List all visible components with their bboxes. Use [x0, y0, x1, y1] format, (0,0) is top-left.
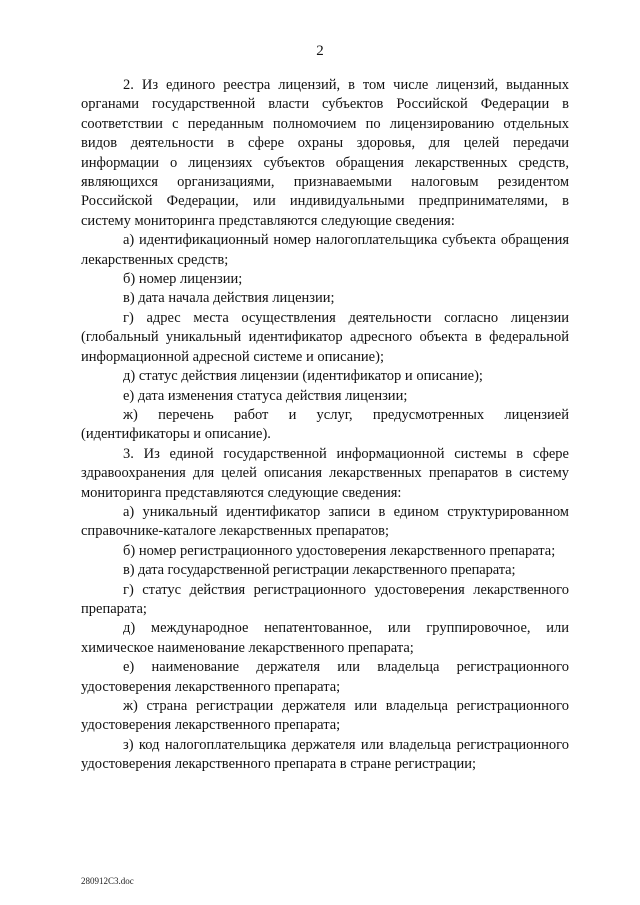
list-item-a: а) идентификационный номер налогоплательщика субъекта обращения лекарственных средств;	[81, 232, 569, 268]
page-number: 2	[316, 43, 324, 59]
list-item-e: е) дата изменения статуса действия лицензии;	[123, 387, 408, 404]
list-item-b: б) номер лицензии;	[123, 271, 243, 288]
list-item-zh: ж) страна регистрации держателя или владельца регистрационного удостоверения лекарственного препарата;	[81, 698, 569, 734]
list-item-d: д) международное непатентованное, или группировочное, или химическое наименование лекарственного препарата;	[81, 620, 569, 656]
list-item-b: б) номер регистрационного удостоверения лекарственного препарата;	[123, 542, 556, 559]
list-item-v: в) дата начала действия лицензии;	[123, 290, 335, 307]
list-item-d: д) статус действия лицензии (идентификатор и описание);	[123, 368, 483, 385]
paragraph-section-2: 2. Из единого реестра лицензий, в том числе лицензий, выданных органами государственной власти субъектов Российской Федерации в соответствии с переданным полномочием по лицензированию отдельных видов деятельности в сфере охраны здоровья, для целей передачи информации о лицензиях субъектов обращения лекарственных средств, являющихся организациями, признаваемыми налоговым резидентом Российской Федерации, или индивидуальными предпринимателями, в систему мониторинга представляются следующие сведения:	[81, 77, 569, 229]
list-item-zh: ж) перечень работ и услуг, предусмотренных лицензией (идентификаторы и описание).	[81, 406, 569, 443]
list-item-a: а) уникальный идентификатор записи в едином структурированном справочнике-каталоге лекарственных препаратов;	[81, 503, 569, 540]
list-item-v: в) дата государственной регистрации лекарственного препарата;	[123, 562, 516, 579]
list-item-z: з) код налогоплательщика держателя или владельца регистрационного удостоверения лекарственного препарата в стране регистрации;	[81, 736, 569, 773]
list-item-e: е) наименование держателя или владельца регистрационного удостоверения лекарственного препарата;	[81, 659, 569, 695]
paragraph-section-3: 3. Из единой государственной информационной системы в сфере здравоохранения для целей описания лекарственных препаратов в систему мониторинга представляются следующие сведения:	[81, 445, 569, 501]
document-body	[81, 76, 569, 775]
footer-filename: 280912C3.doc	[81, 876, 134, 886]
list-item-g: г) адрес места осуществления деятельности согласно лицензии (глобальный уникальный идентификатор адресного объекта в федеральной информационной адресной системе и описание);	[81, 309, 569, 365]
list-item-g: г) статус действия регистрационного удостоверения лекарственного препарата;	[81, 581, 569, 617]
